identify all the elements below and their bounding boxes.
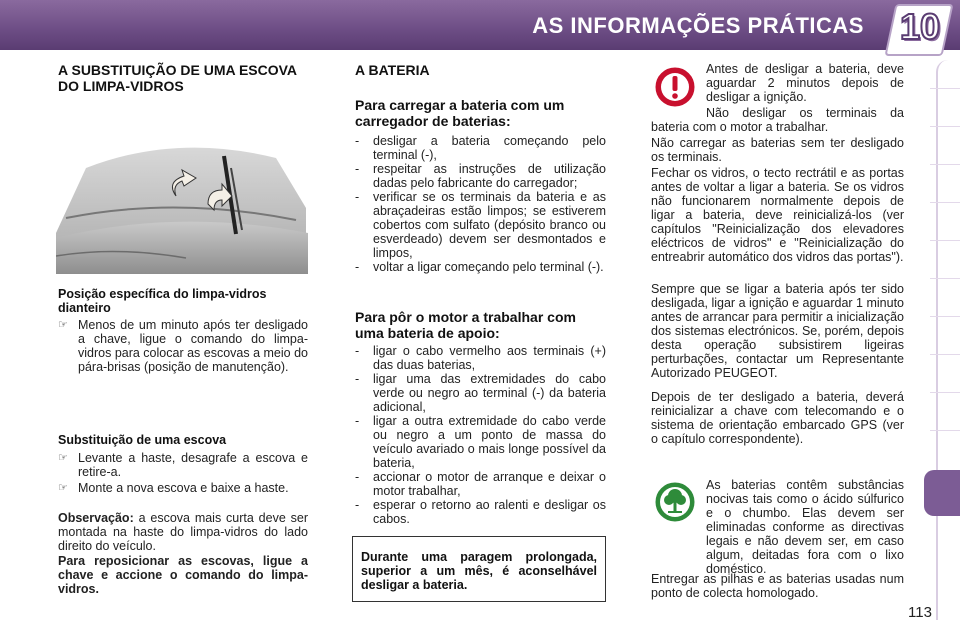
list-item: - verificar se os terminais da bateria e as abraçadeiras estão limpos; se estiverem cobertos com sulfato (depósito branco ou esverdeado) devem ser desmontados e limpos,	[355, 190, 606, 260]
list-item: - respeitar as instruções de utilização dadas pelo fabricante do carregador;	[355, 162, 606, 190]
battery-paragraph-1: Não carregar as baterias sem ter desligado os terminais.	[651, 136, 904, 164]
chapter-tab[interactable]	[930, 430, 960, 452]
battery-note-box	[352, 536, 606, 602]
list-item: - ligar o cabo vermelho aos terminais (+) das duas baterias,	[355, 344, 606, 372]
chapter-tab[interactable]	[930, 88, 960, 110]
battery-section-title: A BATERIA	[355, 62, 430, 78]
battery-paragraph-2: Fechar os vidros, o tecto rectrátil e as portas antes de voltar a ligar a bateria. Se os vidros não funcionarem normalmente depois de ligar a bateria, deve reinicializá-los (ver capítulos "Reinicialização dos elevadores eléctricos de vidros" e "Reinicialização do entreabrir automático dos vidros das portas").	[651, 166, 904, 264]
pointing-hand-icon: ☞	[58, 452, 68, 464]
environment-tree-icon	[654, 481, 696, 523]
pointing-hand-icon: ☞	[58, 319, 68, 331]
chapter-tab[interactable]	[930, 278, 960, 300]
battery-charge-list	[355, 134, 606, 274]
observation-label: Observação:	[58, 511, 134, 525]
battery-charge-heading: Para carregar a bateria com um carregador de baterias:	[355, 97, 565, 129]
wiper-replace-text: Levante a haste, desagrafe a escova e retire-a.	[78, 451, 308, 479]
battery-start-heading: Para pôr o motor a trabalhar com uma bateria de apoio:	[355, 309, 576, 341]
wiper-section-title: A SUBSTITUIÇÃO DE UMA ESCOVA DO LIMPA-VIDROS	[58, 62, 297, 94]
chapter-tab[interactable]	[930, 164, 960, 186]
chapter-tab[interactable]	[930, 240, 960, 262]
wiper-replace-item	[58, 451, 308, 479]
wiper-replace-heading: Substituição de uma escova	[58, 433, 227, 447]
list-item: - esperar o retorno ao ralenti e desligar os cabos.	[355, 498, 606, 526]
pointing-hand-icon: ☞	[58, 482, 68, 494]
list-item: - voltar a ligar começando pelo terminal (-).	[355, 260, 604, 274]
page-number: 113	[908, 604, 932, 621]
chapter-tab[interactable]	[930, 126, 960, 148]
battery-paragraph-3: Sempre que se ligar a bateria após ter sido desligada, ligar a ignição e aguardar 1 minuto antes de arrancar para permitir a inicialização dos sistemas electrónicos. Se, porém, depois desta operação subsistirem ligeiras perturbações, contactar um Representante Autorizado PEUGEOT.	[651, 282, 904, 380]
wiper-position-heading: Posição específica do limpa-vidros dianteiro	[58, 287, 267, 315]
wiper-observation	[58, 511, 308, 553]
chapter-tab[interactable]	[930, 392, 960, 414]
environment-text-1: As baterias contêm substâncias nocivas tais como o ácido súlfurico e o chumbo. Elas devem ser eliminadas conforme as directivas legais e não devem ser, em caso algum, deitadas fora com o lixo doméstico.	[706, 478, 904, 576]
battery-paragraph-4: Depois de ter desligado a bateria, deverá reinicializar a chave com telecomando e o sistema de orientação embarcado GPS (ver o capítulo correspondente).	[651, 390, 904, 446]
wiper-reposition-note: Para reposicionar as escovas, ligue a chave e accione o comando do limpa-vidros.	[58, 554, 308, 596]
chapter-tab[interactable]	[930, 202, 960, 224]
wiper-position-item	[58, 318, 308, 374]
wiper-illustration	[56, 138, 308, 274]
list-item: - ligar a outra extremidade do cabo verde ou negro a um ponto de massa do veículo avariado o mais longe possível da bateria,	[355, 414, 606, 470]
page-header-title: AS INFORMAÇÕES PRÁTICAS	[532, 13, 864, 38]
chapter-tab[interactable]	[930, 316, 960, 338]
list-item: - ligar uma das extremidades do cabo verde ou negro ao terminal (-) da bateria adicional,	[355, 372, 606, 414]
observation-text: a escova mais curta deve ser montada na haste do limpa-vidros do lado direito do veículo.	[58, 511, 308, 553]
chapter-number: 10	[899, 6, 941, 47]
wiper-position-text: Menos de um minuto após ter desligado a chave, ligue o comando do limpa-vidros para colocar as escovas a meio do pára-brisas (posição de manutenção).	[78, 318, 308, 374]
battery-note-text: Durante uma paragem prolongada, superior a um mês, é aconselhável desligar a bateria.	[361, 550, 597, 592]
chapter-tab-active[interactable]	[924, 470, 960, 516]
list-item: - desligar a bateria começando pelo terminal (-),	[355, 134, 606, 162]
list-item: - accionar o motor de arranque e deixar o motor trabalhar,	[355, 470, 606, 498]
warning-text-1: Antes de desligar a bateria, deve aguardar 2 minutos depois de desligar a ignição.	[706, 62, 904, 104]
wiper-replace-item	[58, 481, 308, 495]
chapter-tab[interactable]	[930, 354, 960, 376]
warning-text-2: Não desligar os terminais da bateria com o motor a trabalhar.	[651, 106, 904, 134]
warning-icon	[654, 66, 696, 108]
wiper-replace-text: Monte a nova escova e baixe a haste.	[78, 481, 289, 495]
environment-text-2: Entregar as pilhas e as baterias usadas num ponto de colecta homologado.	[651, 572, 904, 600]
battery-start-list	[355, 344, 606, 526]
